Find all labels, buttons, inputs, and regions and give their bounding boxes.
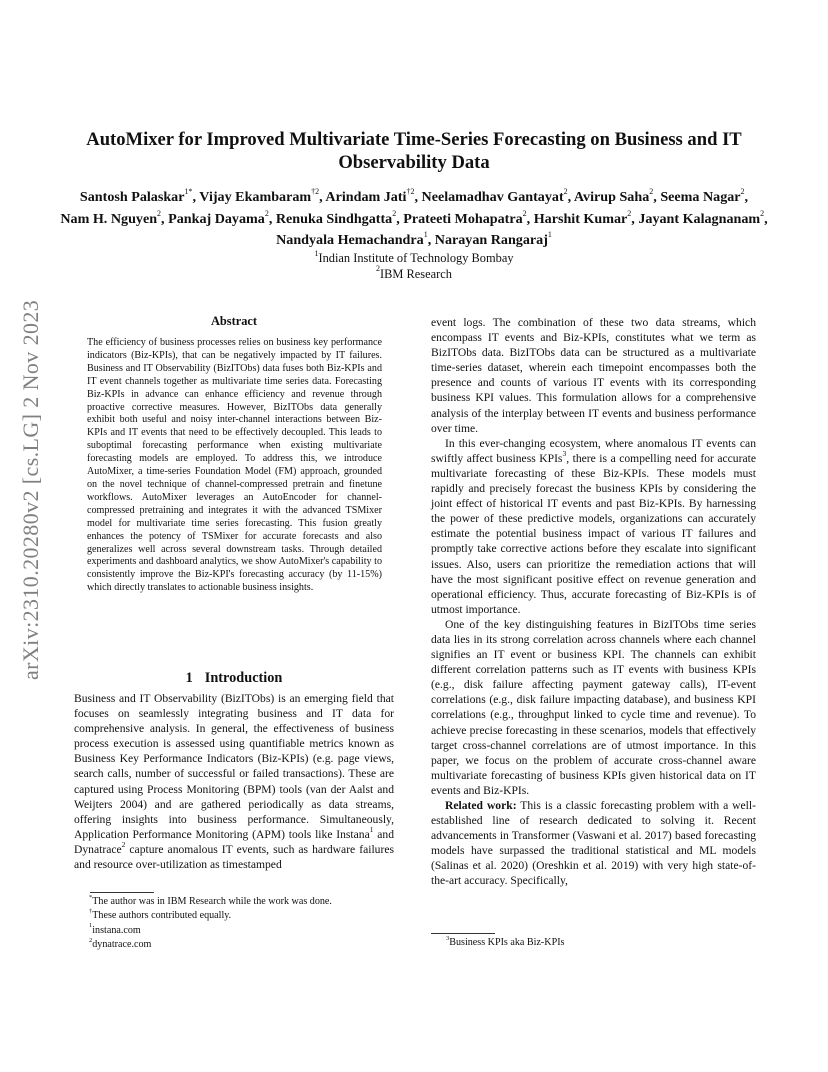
author-entry: Renuka Sindhgatta$^2$, bbox=[275, 208, 400, 227]
footnote bbox=[89, 909, 399, 923]
footnotes-right bbox=[446, 936, 756, 949]
intro-p1-text-c: capture anomalous IT events, such as hardware failures and resource over-utilization as timestamped bbox=[74, 842, 394, 872]
footnote bbox=[446, 936, 756, 949]
author-affiliation-marker: 2 bbox=[563, 187, 568, 197]
intro-left-column bbox=[74, 691, 394, 872]
footnote-marker: * bbox=[89, 893, 93, 901]
author-entry: Nam H. Nguyen$^2$, bbox=[60, 208, 165, 227]
author-affiliation-marker: 2 bbox=[264, 208, 269, 218]
footnote-text: dynatrace.com bbox=[92, 938, 152, 950]
section-heading-introduction bbox=[74, 670, 394, 687]
author-affiliation-marker: 1 bbox=[547, 230, 552, 240]
intro-p3-text-a: In this ever-changing ecosystem, where anomalous IT events can swiftly affect business KPIs bbox=[431, 436, 756, 465]
footnote-divider-left bbox=[90, 892, 154, 893]
intro-p1-text-a: Business and IT Observability (BizITObs) is an emerging field that focuses on seamlessly integrating business and IT data for comprehensive analysis. In general, the effectiveness of business process execution is assessed using quantifiable metrics known as Business Key Performance Indicators (Biz-KPIs) (e.g. page views, search calls, number of successful or failed transactions). These are captured using Process Monitoring (BPM) tools (van der Aalst and Weijters 2004) and are gathered periodically as data streams, offering insights into business performance. Simultaneously, Application Performance Monitoring (APM) tools like Instana bbox=[74, 692, 394, 841]
author-name: Narayan Rangaraj bbox=[434, 232, 548, 248]
footnote bbox=[89, 895, 399, 909]
author-entry: Harshit Kumar$^2$, bbox=[533, 208, 635, 227]
footnote-marker-1: 1 bbox=[369, 824, 374, 834]
abstract-heading: Abstract bbox=[210, 314, 258, 328]
footnote-text: instana.com bbox=[92, 924, 141, 936]
intro-p3-text-b: , there is a compelling need for accurate multivariate forecasting of these Biz-KPIs. These models must rapidly and precisely forecast the business KPIs by considering the joint effect of historical IT events and past Biz-KPIs. By harnessing the power of these predictive models, organizations can accurately estimate the potential business impact of various IT failures and promptly take corrective actions before they escalate into significant issues. Also, users can prioritize the remediation actions that will have the most significant positive effect on revenue generation and operational efficiency. Thus, accurate forecasting of Biz-KPIs is of utmost importance. bbox=[431, 451, 756, 616]
footnote-divider-right bbox=[431, 933, 495, 934]
author-name: Santosh Palaskar bbox=[79, 189, 185, 205]
abstract-body: The efficiency of business processes relies on business key performance indicators (Biz-KPIs), that can be negatively impacted by IT failures. Business and IT Observability (BizITObs) data fuses both Biz-KPIs and IT event channels together as multivariate time series data. Forecasting Biz-KPIs in advance can enhance efficiency and revenue through proactive corrective measures. However, BizITObs data generally exhibit both useful and noisy inter-channel interactions between Biz-KPIs and IT events that need to be effectively decoupled. This leads to suboptimal forecasting performance when existing multivariate forecasting models are employed. To address this, we introduce AutoMixer, a time-series Foundation Model (FM) approach, grounded on the novel technique of channel-compressed pretrain and finetune workflows. AutoMixer leverages an AutoEncoder for channel-compressed pretraining and integrates it with the advanced TSMixer model for multivariate time series forecasting. This fusion greatly enhances the potency of TSMixer for accurate forecasts and also generalizes well across several downstream tasks. Through detailed experiments and dashboard analytics, we show AutoMixer's capability to consistently improve the Biz-KPI's forecasting accuracy (by 11-15%) which directly translates to actionable business insights. bbox=[87, 337, 382, 594]
author-affiliation-marker: 2 bbox=[740, 187, 745, 197]
author-affiliation-marker: †2 bbox=[406, 187, 415, 197]
affiliation-name: IBM Research bbox=[380, 266, 452, 281]
footnote-marker-2: 2 bbox=[121, 840, 126, 850]
author-affiliation-marker: 1 bbox=[423, 230, 428, 240]
footnote-text: The author was in IBM Research while the work was done. bbox=[92, 896, 332, 907]
author-affiliation-marker: 2 bbox=[627, 208, 632, 218]
author-list bbox=[60, 187, 768, 252]
author-name: Nam H. Nguyen bbox=[60, 210, 158, 227]
related-work-paragraph bbox=[431, 798, 756, 889]
author-name: Jayant Kalagnanam bbox=[638, 210, 761, 227]
author-entry: Santosh Palaskar$^{1*}$, bbox=[79, 187, 197, 205]
footnote-marker: 3 bbox=[446, 934, 450, 942]
author-entry: Avirup Saha$^2$, bbox=[573, 187, 657, 205]
author-entry: Vijay Ekambaram$^{\dagger 2}$, bbox=[199, 187, 323, 205]
footnote-marker: 1 bbox=[89, 922, 93, 930]
intro-right-column bbox=[431, 315, 756, 889]
section-number: 1 bbox=[185, 670, 193, 686]
affiliation bbox=[60, 264, 768, 283]
author-entry: Neelamadhav Gantayat$^2$, bbox=[421, 187, 572, 205]
author-name: Harshit Kumar bbox=[533, 210, 628, 227]
author-name: Arindam Jati bbox=[325, 189, 407, 205]
author-name: Pankaj Dayama bbox=[168, 210, 265, 227]
author-entry: Pankaj Dayama$^2$, bbox=[168, 208, 273, 227]
author-affiliation-marker: †2 bbox=[311, 187, 320, 197]
footnote-text: Business KPIs aka Biz-KPIs bbox=[449, 937, 565, 948]
footnote-marker: † bbox=[89, 907, 93, 915]
related-work-text: This is a classic forecasting problem with a well-established line of research dedicated to solving it. Recent advancements in Transformer (Vaswani et al. 2017) based forecasting models have surpassed the traditional statistical and ML models (Salinas et al. 2020) (Oreshkin et al. 2019) with very high state-of-the-art accuracy. Specifically, bbox=[431, 799, 756, 888]
section-title: Introduction bbox=[204, 670, 283, 686]
footnote bbox=[89, 938, 399, 952]
author-affiliation-marker: 2 bbox=[649, 187, 654, 197]
author-name: Vijay Ekambaram bbox=[199, 189, 312, 205]
related-work-label: Related work: bbox=[445, 799, 517, 812]
intro-paragraph-1 bbox=[74, 691, 394, 872]
footnotes-left bbox=[89, 895, 399, 952]
affiliation-marker: 2 bbox=[376, 264, 381, 274]
affiliation-marker: 1 bbox=[314, 248, 319, 258]
author-name: Nandyala Hemachandra bbox=[276, 232, 424, 248]
author-entry bbox=[435, 232, 552, 248]
author-entry: Arindam Jati$^{\dagger 2}$, bbox=[325, 187, 418, 205]
author-affiliation-marker: 2 bbox=[392, 208, 397, 218]
intro-paragraph-2: event logs. The combination of these two data streams, which encompass IT events and Biz-KPIs, constitutes what we term as BizITObs data. BizITObs data can be structured as a multivariate time-series dataset, wherein each timepoint encompasses both the presence and counts of various IT events with its corresponding business KPI values. This formulation allows for a comprehensive analysis of the interplay between IT events and business performance over time. bbox=[431, 316, 756, 435]
author-name: Seema Nagar bbox=[660, 189, 741, 205]
author-name: Prateeti Mohapatra bbox=[403, 210, 523, 227]
footnote-marker-3: 3 bbox=[562, 448, 567, 458]
author-affiliation-marker: 2 bbox=[522, 208, 527, 218]
affiliation-name: Indian Institute of Technology Bombay bbox=[318, 251, 514, 265]
footnote-text: These authors contributed equally. bbox=[92, 910, 232, 922]
author-entry: Prateeti Mohapatra$^2$, bbox=[403, 208, 531, 227]
intro-paragraph-4: One of the key distinguishing features in BizITObs time series data lies in its strong correlation across channels where each channel signifies an IT event or business KPI. The channels can exhibit different correlation patterns such as IT events with business KPIs (e.g., disk failure affecting payment gateway calls), IT-event correlations (e.g., disk failure impacting database), and business KPI correlations (e.g., throughput linked to cycle time and revenue). To achieve precise forecasting in these scenarios, models that effectively target cross-channel correlations are of utmost importance. In this paper, we focus on the problem of accurate cross-channel aware multivariate forecasting of business KPIs given historical data on IT events and Biz-KPIs. bbox=[431, 617, 756, 797]
author-name: Avirup Saha bbox=[573, 189, 650, 205]
intro-paragraph-3 bbox=[431, 436, 756, 617]
author-entry: Nandyala Hemachandra$^1$, bbox=[276, 230, 432, 248]
intro-p1-text-b: and Dynatrace bbox=[74, 827, 395, 856]
footnote bbox=[89, 924, 399, 938]
paper-title: AutoMixer for Improved Multivariate Time-Series Forecasting on Business and IT Observability Data bbox=[86, 129, 742, 173]
author-name: Neelamadhav Gantayat bbox=[421, 189, 564, 205]
author-entry: Seema Nagar$^2$, bbox=[660, 187, 749, 205]
author-entry: Jayant Kalagnanam$^2$, bbox=[638, 208, 768, 227]
affiliation-list bbox=[60, 248, 768, 282]
author-name: Renuka Sindhgatta bbox=[275, 210, 393, 227]
affiliation bbox=[60, 248, 768, 267]
author-affiliation-marker: 1* bbox=[184, 187, 193, 197]
footnote-marker: 2 bbox=[89, 936, 93, 944]
arxiv-identifier: arXiv:2310.20280v2 [cs.LG] 2 Nov 2023 bbox=[18, 299, 43, 680]
author-affiliation-marker: 2 bbox=[157, 208, 162, 218]
author-affiliation-marker: 2 bbox=[760, 208, 765, 218]
